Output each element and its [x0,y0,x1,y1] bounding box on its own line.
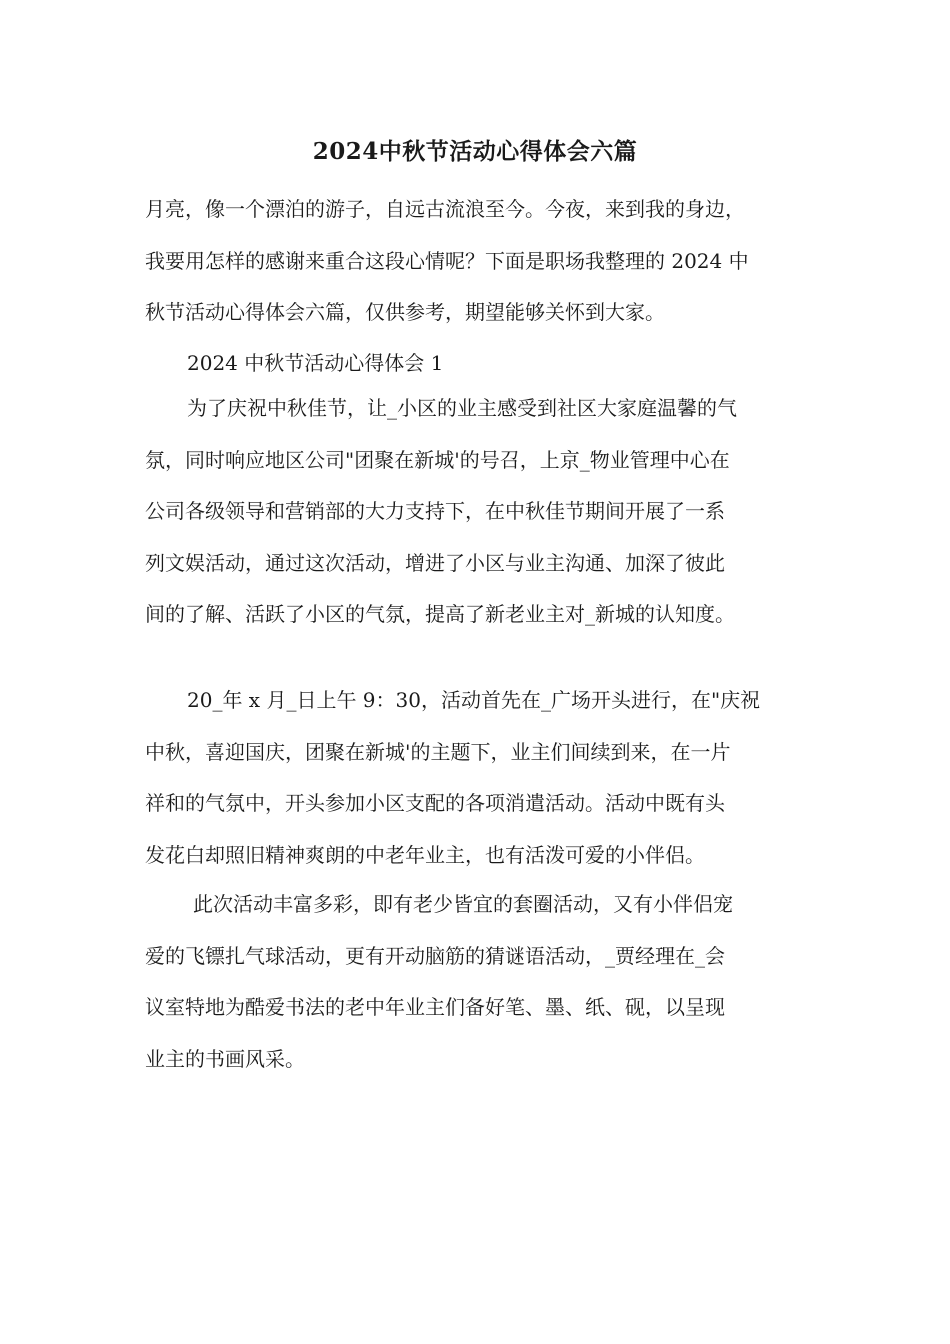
text-line: 发花白却照旧精神爽朗的中老年业主，也有活泼可爱的小伴侣。 [145,842,705,867]
text-line: 业主的书画风采。 [145,1046,305,1071]
text-line: 我要用怎样的感谢来重合这段心情呢？下面是职场我整理的 2024 中 [145,248,749,273]
text-line: 为了庆祝中秋佳节，让_小区的业主感受到社区大家庭温馨的气 [187,396,737,420]
section-heading: 2024 中秋节活动心得体会 1 [187,351,444,375]
intro-paragraph [145,184,821,339]
paragraph-1 [145,383,821,641]
text-line: 列文娱活动，通过这次活动，增进了小区与业主沟通、加深了彼此 [145,550,725,575]
text-line: 间的了解、活跃了小区的气氛，提高了新老业主对_新城的认知度。 [145,602,735,626]
text-line: 20_年 x 月_日上午 9：30，活动首先在_广场开头进行，在"庆祝 [187,688,761,712]
text-line: 氛，同时响应地区公司"团聚在新城'的号召，上京_物业管理中心在 [145,447,730,472]
document-title: 2024中秋节活动心得体会六篇 [312,138,638,165]
paragraph-3 [145,879,821,1085]
text-line: 议室特地为酷爱书法的老中年业主们备好笔、墨、纸、砚，以呈现 [145,995,725,1019]
text-line: 公司各级领导和营销部的大力支持下，在中秋佳节期间开展了一系 [145,499,725,523]
text-line: 爱的飞镖扎气球活动，更有开动脑筋的猜谜语活动，_贾经理在_会 [145,943,725,968]
section-heading-block [145,338,821,390]
text-line: 祥和的气氛中，开头参加小区支配的各项消遣活动。活动中既有头 [145,791,725,815]
text-line: 月亮，像一个漂泊的游子，自远古流浪至今。今夜，来到我的身边， [145,197,745,221]
text-line: 中秋，喜迎国庆，团聚在新城'的主题下，业主们间续到来，在一片 [145,739,731,764]
text-line: 此次活动丰富多彩，即有老少皆宜的套圈活动，又有小伴侣宠 [193,892,733,916]
paragraph-2 [145,675,821,881]
text-line: 秋节活动心得体会六篇，仅供参考，期望能够关怀到大家。 [145,300,665,324]
